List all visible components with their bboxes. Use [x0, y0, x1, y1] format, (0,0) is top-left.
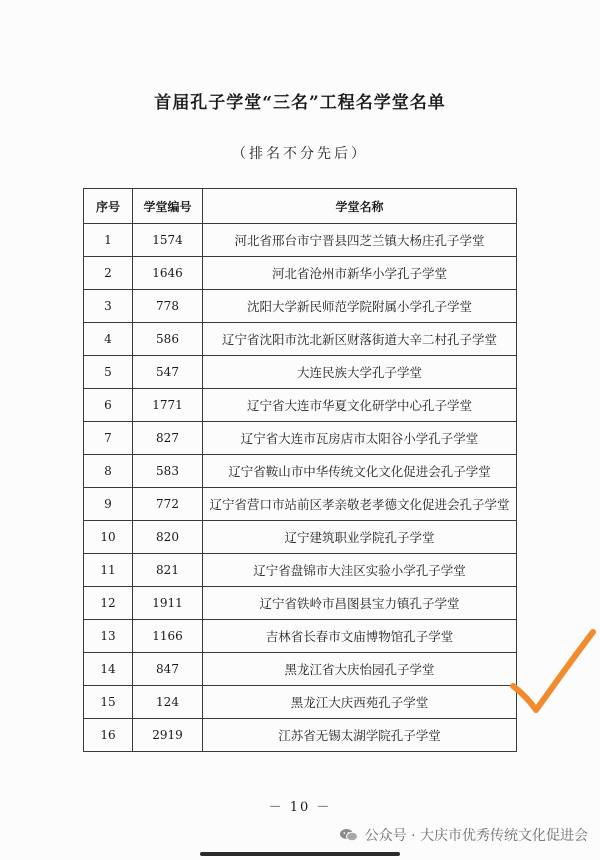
cell-code: 1166 [133, 620, 203, 653]
table-row [84, 686, 517, 719]
cell-name: 辽宁省营口市站前区孝亲敬老孝德文化促进会孔子学堂 [203, 488, 517, 521]
cell-code: 847 [133, 653, 203, 686]
header-number: 序号 [84, 189, 133, 224]
cell-code: 583 [133, 455, 203, 488]
cell-number: 12 [84, 587, 133, 620]
cell-code: 821 [133, 554, 203, 587]
cell-name: 黑龙江大庆西苑孔子学堂 [203, 686, 517, 719]
cell-number: 7 [84, 422, 133, 455]
table-row [84, 257, 517, 290]
cell-name: 吉林省长春市文庙博物馆孔子学堂 [203, 620, 517, 653]
cell-code: 2919 [133, 719, 203, 752]
cell-code: 1911 [133, 587, 203, 620]
table-row [84, 719, 517, 752]
cell-code: 124 [133, 686, 203, 719]
cell-name: 大连民族大学孔子学堂 [203, 356, 517, 389]
page-title: 首届孔子学堂“三名”工程名学堂名单 [154, 93, 446, 113]
page-number: － 10 － [268, 800, 332, 815]
cell-number: 5 [84, 356, 133, 389]
wechat-icon [339, 828, 359, 842]
cell-name: 江苏省无锡太湖学院孔子学堂 [203, 719, 517, 752]
cell-code: 827 [133, 422, 203, 455]
cell-code: 547 [133, 356, 203, 389]
table-row [84, 422, 517, 455]
cell-number: 16 [84, 719, 133, 752]
cell-number: 3 [84, 290, 133, 323]
cell-name: 辽宁省盘锦市大洼区实验小学孔子学堂 [203, 554, 517, 587]
table-row [84, 488, 517, 521]
cell-name: 辽宁建筑职业学院孔子学堂 [203, 521, 517, 554]
table-row [84, 323, 517, 356]
home-indicator[interactable] [200, 852, 400, 856]
school-list-table [83, 188, 517, 752]
table-row [84, 455, 517, 488]
table-header-row [84, 189, 517, 224]
cell-code: 778 [133, 290, 203, 323]
cell-number: 4 [84, 323, 133, 356]
cell-name: 辽宁省铁岭市昌图县宝力镇孔子学堂 [203, 587, 517, 620]
cell-name: 河北省沧州市新华小学孔子学堂 [203, 257, 517, 290]
table-row [84, 620, 517, 653]
cell-number: 6 [84, 389, 133, 422]
cell-number: 1 [84, 224, 133, 257]
table-row [84, 587, 517, 620]
cell-code: 1771 [133, 389, 203, 422]
cell-number: 15 [84, 686, 133, 719]
cell-number: 2 [84, 257, 133, 290]
table-row [84, 653, 517, 686]
cell-code: 772 [133, 488, 203, 521]
table-body [84, 224, 517, 752]
cell-number: 13 [84, 620, 133, 653]
header-code: 学堂编号 [133, 189, 203, 224]
cell-name: 黑龙江省大庆怡园孔子学堂 [203, 653, 517, 686]
cell-name: 辽宁省大连市瓦房店市太阳谷小学孔子学堂 [203, 422, 517, 455]
header-name: 学堂名称 [203, 189, 517, 224]
table-row [84, 554, 517, 587]
cell-name: 沈阳大学新民师范学院附属小学孔子学堂 [203, 290, 517, 323]
watermark [339, 825, 588, 845]
page-subtitle: （排名不分先后） [232, 146, 368, 162]
cell-number: 8 [84, 455, 133, 488]
cell-number: 9 [84, 488, 133, 521]
cell-number: 10 [84, 521, 133, 554]
cell-name: 河北省邢台市宁晋县四芝兰镇大杨庄孔子学堂 [203, 224, 517, 257]
cell-name: 辽宁省大连市华夏文化研学中心孔子学堂 [203, 389, 517, 422]
cell-code: 586 [133, 323, 203, 356]
table-row [84, 521, 517, 554]
cell-number: 11 [84, 554, 133, 587]
table-row [84, 356, 517, 389]
cell-number: 14 [84, 653, 133, 686]
cell-code: 820 [133, 521, 203, 554]
watermark-text: 公众号 · 大庆市优秀传统文化促进会 [364, 828, 588, 844]
table-row [84, 224, 517, 257]
cell-name: 辽宁省鞍山市中华传统文化文化促进会孔子学堂 [203, 455, 517, 488]
cell-code: 1646 [133, 257, 203, 290]
table-row [84, 389, 517, 422]
table-row [84, 290, 517, 323]
cell-code: 1574 [133, 224, 203, 257]
cell-name: 辽宁省沈阳市沈北新区财落街道大辛二村孔子学堂 [203, 323, 517, 356]
